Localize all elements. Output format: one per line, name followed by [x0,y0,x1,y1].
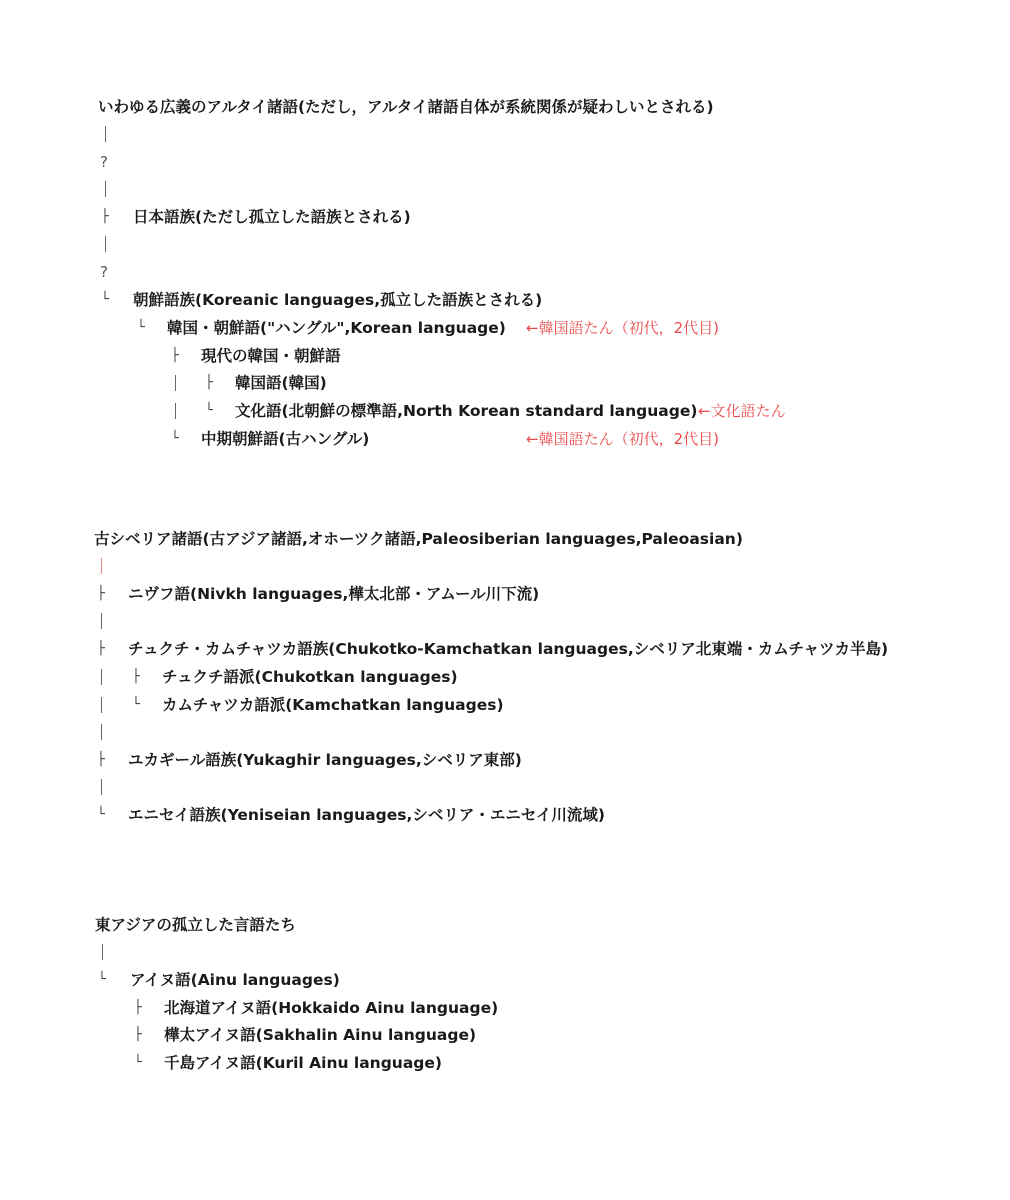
tree-branch-corner: └ [205,403,213,418]
tree-branch-tee: ├ [171,348,179,363]
modern-korean: 現代の韓国・朝鮮語 [201,347,341,365]
tree-vertical-line [101,724,102,740]
tree-branch-tee: ├ [97,586,105,601]
ainu-languages: アイヌ語(Ainu languages) [130,971,340,989]
uncertain-mark: ? [100,153,108,171]
tree-vertical-line [105,236,106,252]
tree-branch-tee: ├ [97,752,105,767]
chukotkan-branch: チュクチ語派(Chukotkan languages) [162,668,458,686]
tree-vertical-line [105,126,106,142]
tree-branch-tee: ├ [97,641,105,656]
koreanic-family: 朝鮮語族(Koreanic languages,孤立した語族とされる) [133,291,543,309]
middle-korean: 中期朝鮮語(古ハングル) [201,430,370,448]
tree-vertical-line [101,779,102,795]
tree-vertical-line [101,558,102,574]
munhwa-language: 文化語(北朝鮮の標準語,North Korean standard language) [235,402,698,420]
korean-note: ←韓国語たん（初代，2代目) [526,319,719,337]
kuril-ainu: 千島アイヌ語(Kuril Ainu language) [164,1054,442,1072]
tree-vertical-line [101,669,102,685]
tree-branch-tee: ├ [205,375,213,390]
kamchatkan-branch: カムチャツカ語派(Kamchatkan languages) [162,696,504,714]
chukotko-kamchatkan-family: チュクチ・カムチャツカ語族(Chukotko-Kamchatkan languages,シベリア北東端・カムチャツカ半島) [128,640,889,658]
tree-vertical-line [105,181,106,197]
tree-branch-corner: └ [97,807,105,822]
tree-branch-tee: ├ [134,1027,142,1042]
middle-korean-note: ←韓国語たん（初代，2代目) [526,430,719,448]
tree-vertical-line [101,613,102,629]
tree-vertical-line [102,944,103,960]
yukaghir-family: ユカギール語族(Yukaghir languages,シベリア東部) [128,751,522,769]
tree-branch-corner: └ [171,431,179,446]
nivkh-languages: ニヴフ語(Nivkh languages,樺太北部・アムール川下流) [128,585,540,603]
tree-branch-corner: └ [98,972,106,987]
tree-branch-tee: ├ [132,669,140,684]
altaic-root-title: いわゆる広義のアルタイ諸語(ただし，アルタイ諸語自体が系統関係が疑わしいとされる) [98,98,714,116]
uncertain-mark: ? [100,263,108,281]
tree-vertical-line [101,697,102,713]
isolates-root-title: 東アジアの孤立した言語たち [95,916,296,934]
tree-branch-corner: └ [132,697,140,712]
tree-branch-tee: ├ [101,209,109,224]
tree-branch-corner: └ [134,1055,142,1070]
korean-language: 韓国・朝鮮語("ハングル",Korean language) [167,319,506,337]
japonic-family: 日本語族(ただし孤立した語族とされる) [133,208,411,226]
munhwa-note: ←文化語たん [698,402,786,420]
tree-vertical-line [175,403,176,419]
paleosiberian-root-title: 古シベリア諸語(古アジア諸語,オホーツク諸語,Paleosiberian languages,Paleoasian) [94,530,743,548]
sakhalin-ainu: 樺太アイヌ語(Sakhalin Ainu language) [164,1026,477,1044]
tree-branch-tee: ├ [134,1000,142,1015]
south-korean-language: 韓国語(韓国) [235,374,327,392]
tree-branch-corner: └ [137,320,145,335]
tree-vertical-line [175,375,176,391]
tree-branch-corner: └ [101,292,109,307]
yeniseian-family: エニセイ語族(Yeniseian languages,シベリア・エニセイ川流域) [128,806,605,824]
hokkaido-ainu: 北海道アイヌ語(Hokkaido Ainu language) [164,999,499,1017]
